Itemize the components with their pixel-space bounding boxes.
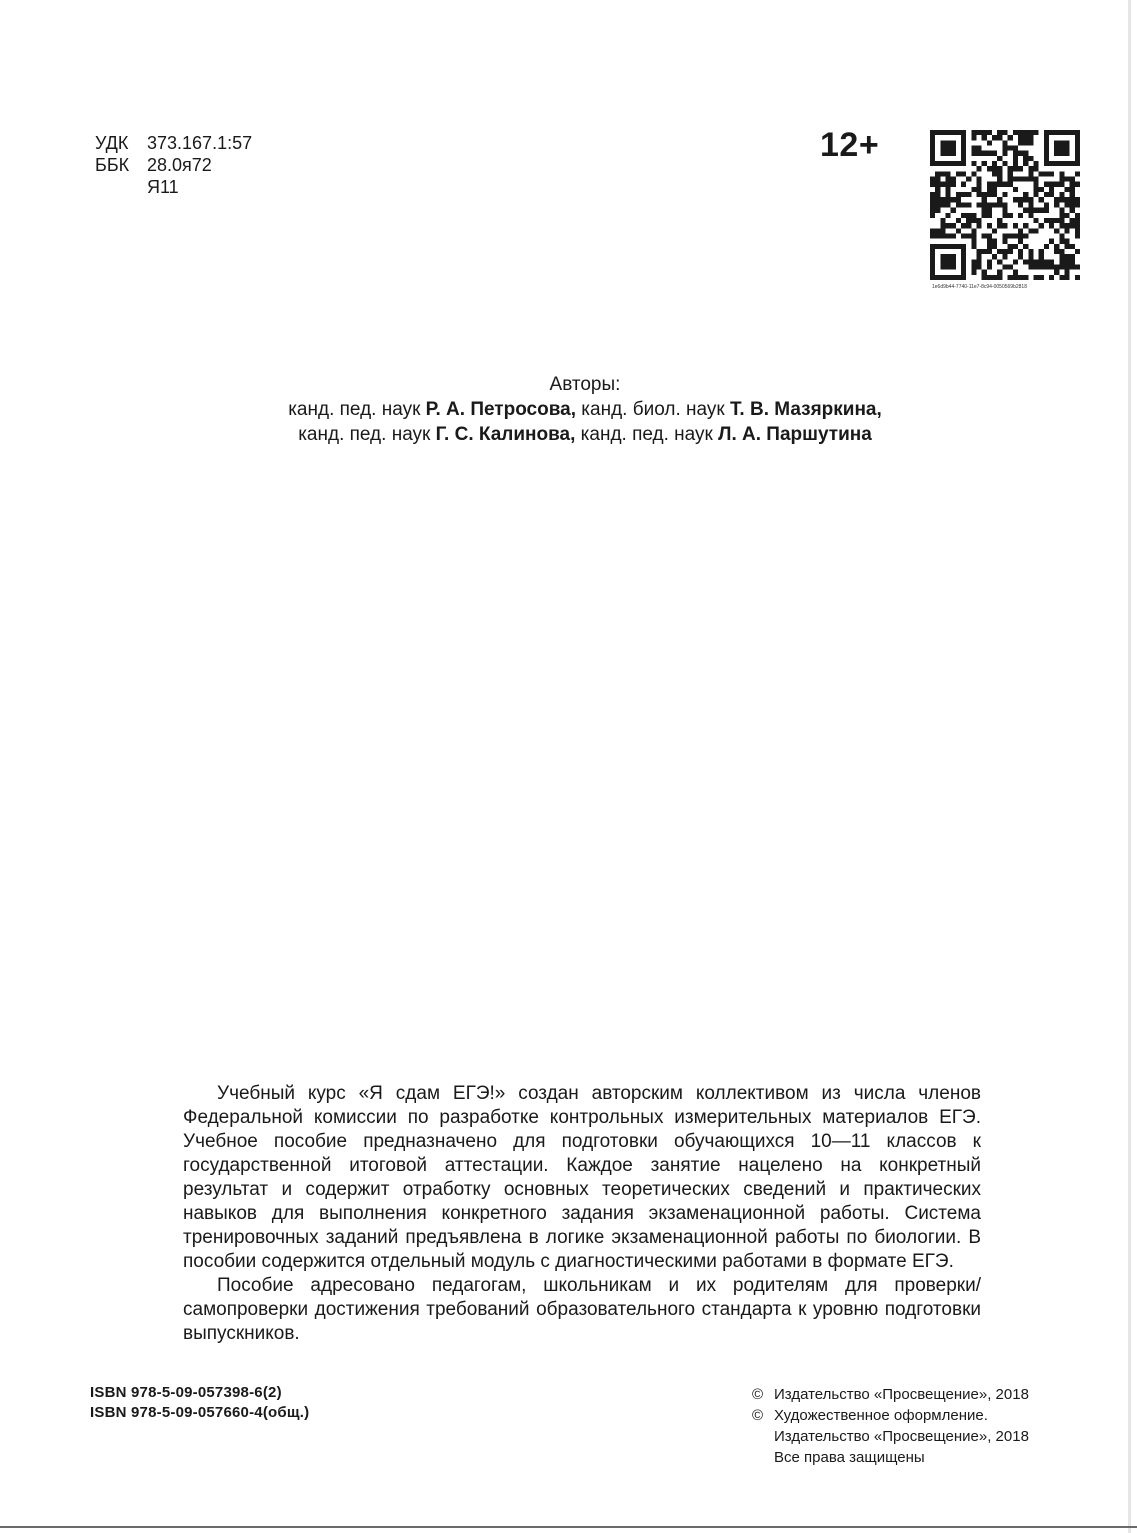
copyright-line-2 xyxy=(752,1405,1029,1426)
page-edge xyxy=(1128,0,1131,1533)
author-name: Р. А. Петросова, xyxy=(425,399,577,420)
copyright-symbol: © xyxy=(752,1407,764,1424)
abstract xyxy=(183,1082,981,1346)
classification-block xyxy=(95,132,252,198)
isbn-block xyxy=(90,1383,309,1423)
author-degree: канд. пед. наук xyxy=(298,424,436,445)
copyright-block xyxy=(752,1384,1029,1468)
age-rating: 12+ xyxy=(820,126,880,164)
qr-caption: 1e6d9b44-7740-11e7-8c94-0050569b2818 xyxy=(932,284,1027,290)
author-mark: Я11 xyxy=(147,177,179,197)
copyright-line-4: Все права защищены xyxy=(774,1449,925,1466)
isbn-line-2: ISBN 978-5-09-057660-4(общ.) xyxy=(90,1404,310,1421)
authors-line-2 xyxy=(150,422,1020,447)
author-degree: канд. пед. наук xyxy=(288,399,426,420)
bottom-rule xyxy=(0,1526,1137,1528)
abstract-paragraph-2: Пособие адресовано педагогам, школьникам и их родителям для проверки/самопроверки достижения требований образовательного стандарта к уровню подготовки выпускников. xyxy=(183,1275,981,1344)
copyright-line-3: Издательство «Просвещение», 2018 xyxy=(774,1428,1029,1445)
author-name: Т. В. Мазяркина, xyxy=(729,399,882,420)
copyright-text: Художественное оформление. xyxy=(774,1407,988,1424)
udk-row xyxy=(95,132,252,154)
author-degree: канд. биол. наук xyxy=(576,399,730,420)
authors-heading: Авторы: xyxy=(549,374,621,395)
copyright-line-1 xyxy=(752,1384,1029,1405)
qr-code-icon xyxy=(930,130,1080,280)
authors-line-1 xyxy=(150,397,1020,422)
author-degree: канд. пед. наук xyxy=(575,424,719,445)
copyright-symbol: © xyxy=(752,1386,764,1403)
udk-value: 373.167.1:57 xyxy=(147,133,253,153)
isbn-line-1: ISBN 978-5-09-057398-6(2) xyxy=(90,1384,282,1401)
bbk-label: ББК xyxy=(95,155,130,175)
author-name: Л. А. Паршутина xyxy=(718,424,872,445)
udk-label: УДК xyxy=(95,133,129,153)
abstract-paragraph-1: Учебный курс «Я сдам ЕГЭ!» создан авторским коллективом из числа членов Федеральной комиссии по разработке контрольных измерительных материалов ЕГЭ. Учебное пособие предназначено для подготовки обучающихся 10—11 классов к государственной итоговой аттестации. Каждое занятие нацелено на конкретный результат и содержит отработку основных теоретических сведений и практических навыков для выполнения конкретного задания экзаменационной работы. Система тренировочных заданий предъявлена в логике экзаменационной работы по биологии. В пособии содержится отдельный модуль с диагностическими работами в формате ЕГЭ. xyxy=(183,1083,981,1272)
authors-block xyxy=(150,372,1020,447)
copyright-text: Издательство «Просвещение», 2018 xyxy=(774,1386,1029,1403)
bbk-row xyxy=(95,154,252,176)
bbk-value: 28.0я72 xyxy=(147,155,212,175)
author-name: Г. С. Калинова, xyxy=(435,424,576,445)
